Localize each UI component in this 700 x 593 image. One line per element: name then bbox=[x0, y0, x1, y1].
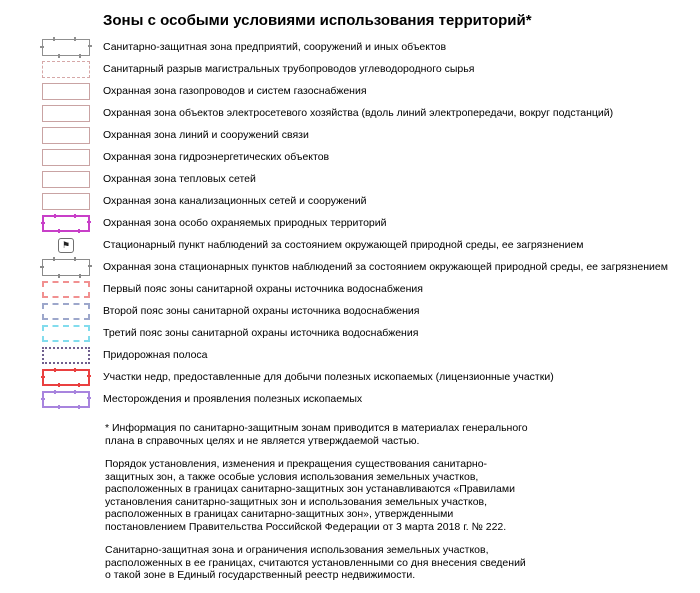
legend-swatch-cell bbox=[42, 303, 90, 320]
boundary-tick-mark bbox=[58, 274, 60, 278]
zone-boundary-swatch bbox=[42, 39, 90, 56]
boundary-tick-mark bbox=[41, 222, 45, 224]
boundary-tick-mark bbox=[54, 390, 56, 394]
legend-swatch-cell bbox=[42, 105, 90, 122]
legend-row bbox=[0, 366, 700, 388]
legend-swatch-cell bbox=[42, 149, 90, 166]
legend-item-label: Охранная зона линий и сооружений связи bbox=[103, 129, 309, 141]
legend-swatch-cell bbox=[42, 39, 90, 56]
legend-item-label: Охранная зона гидроэнергетических объектов bbox=[103, 151, 330, 163]
zone-boundary-swatch bbox=[42, 391, 90, 408]
boundary-tick-mark bbox=[78, 405, 80, 409]
flag-icon: ⚑ bbox=[58, 238, 74, 253]
footnote-paragraph: Порядок установления, изменения и прекращения существования санитарно-защитных зон, а также особые условия использования земельных участков, расположенных в границах санитарно-защитных зон устанавливаются «Правилами установления санитарно-защитных зон и использования земельных участков, расположенных в границах санитарно-защитных зон», утвержденными постановлением Правительства Российской Федерации от 3 марта 2018 г. № 222. bbox=[105, 458, 515, 533]
boundary-tick-mark bbox=[87, 375, 91, 377]
zone-boundary-swatch bbox=[42, 325, 90, 342]
legend-swatch-cell bbox=[42, 391, 90, 408]
legend-swatch-cell bbox=[42, 369, 90, 386]
legend-row bbox=[0, 300, 700, 322]
legend-item-label: Участки недр, предоставленные для добычи полезных ископаемых (лицензионные участки) bbox=[103, 371, 554, 383]
boundary-tick-mark bbox=[74, 214, 76, 218]
legend-row bbox=[0, 256, 700, 278]
boundary-tick-mark bbox=[58, 54, 60, 58]
boundary-tick-mark bbox=[41, 376, 45, 378]
legend-item-label: Охранная зона особо охраняемых природных территорий bbox=[103, 217, 387, 229]
legend-row bbox=[0, 344, 700, 366]
legend-row bbox=[0, 146, 700, 168]
legend-row bbox=[0, 234, 700, 256]
boundary-tick-mark bbox=[74, 37, 76, 41]
zone-boundary-swatch bbox=[42, 171, 90, 188]
legend-rows bbox=[0, 36, 700, 410]
zone-boundary-swatch bbox=[42, 215, 90, 232]
boundary-tick-mark bbox=[74, 390, 76, 394]
boundary-tick-mark bbox=[53, 257, 55, 261]
zone-boundary-swatch bbox=[42, 193, 90, 210]
zone-boundary-swatch bbox=[42, 149, 90, 166]
boundary-tick-mark bbox=[53, 37, 55, 41]
footnotes-block bbox=[105, 422, 529, 593]
boundary-tick-mark bbox=[54, 368, 56, 372]
zone-boundary-swatch bbox=[42, 83, 90, 100]
boundary-tick-mark bbox=[40, 46, 44, 48]
boundary-tick-mark bbox=[58, 383, 60, 387]
legend-item-label: Санитарный разрыв магистральных трубопроводов углеводородного сырья bbox=[103, 63, 475, 75]
legend-swatch-cell bbox=[42, 281, 90, 298]
zone-boundary-swatch bbox=[42, 127, 90, 144]
zone-boundary-swatch bbox=[42, 259, 90, 276]
legend-title: Зоны с особыми условиями использования территорий* bbox=[103, 12, 532, 29]
boundary-tick-mark bbox=[87, 221, 91, 223]
legend-item-label: Охранная зона объектов электросетевого хозяйства (вдоль линий электропередачи, вокруг подстанций) bbox=[103, 107, 614, 119]
boundary-tick-mark bbox=[87, 397, 91, 399]
legend-swatch-cell bbox=[42, 215, 90, 232]
boundary-tick-mark bbox=[78, 229, 80, 233]
boundary-tick-mark bbox=[79, 274, 81, 278]
legend-item-label: Охранная зона стационарных пунктов наблюдений за состоянием окружающей природной среды, ее загрязнением bbox=[103, 261, 668, 273]
boundary-tick-mark bbox=[88, 265, 92, 267]
legend-swatch-cell bbox=[42, 325, 90, 342]
boundary-tick-mark bbox=[78, 383, 80, 387]
legend-row bbox=[0, 388, 700, 410]
boundary-tick-mark bbox=[79, 54, 81, 58]
legend-row bbox=[0, 168, 700, 190]
legend-swatch-cell bbox=[42, 237, 90, 254]
legend-row bbox=[0, 278, 700, 300]
zone-boundary-swatch bbox=[42, 281, 90, 298]
legend-swatch-cell bbox=[42, 193, 90, 210]
legend-row bbox=[0, 102, 700, 124]
footnote-paragraph: * Информация по санитарно-защитным зонам приводится в материалах генерального плана в справочных целях и не является утверждаемой частью. bbox=[105, 422, 528, 447]
legend-row bbox=[0, 212, 700, 234]
zone-boundary-swatch bbox=[42, 303, 90, 320]
boundary-tick-mark bbox=[41, 398, 45, 400]
legend-row bbox=[0, 322, 700, 344]
legend-item-label: Месторождения и проявления полезных ископаемых bbox=[103, 393, 363, 405]
boundary-tick-mark bbox=[88, 45, 92, 47]
legend-item-label: Второй пояс зоны санитарной охраны источника водоснабжения bbox=[103, 305, 420, 317]
boundary-tick-mark bbox=[74, 257, 76, 261]
zone-boundary-swatch bbox=[42, 105, 90, 122]
legend-item-label: Первый пояс зоны санитарной охраны источника водоснабжения bbox=[103, 283, 423, 295]
zone-boundary-swatch bbox=[42, 347, 90, 364]
legend-row bbox=[0, 36, 700, 58]
legend-row bbox=[0, 58, 700, 80]
zone-boundary-swatch bbox=[42, 61, 90, 78]
legend-item-label: Охранная зона газопроводов и систем газоснабжения bbox=[103, 85, 367, 97]
boundary-tick-mark bbox=[74, 368, 76, 372]
legend-swatch-cell bbox=[42, 347, 90, 364]
legend-swatch-cell bbox=[42, 259, 90, 276]
legend-row bbox=[0, 124, 700, 146]
zone-boundary-swatch bbox=[42, 369, 90, 386]
legend-item-label: Третий пояс зоны санитарной охраны источника водоснабжения bbox=[103, 327, 419, 339]
boundary-tick-mark bbox=[40, 266, 44, 268]
legend-swatch-cell bbox=[42, 83, 90, 100]
legend-item-label: Охранная зона тепловых сетей bbox=[103, 173, 256, 185]
legend-swatch-cell bbox=[42, 127, 90, 144]
footnote-paragraph: Санитарно-защитная зона и ограничения использования земельных участков, расположенных в ее границах, считаются установленными со дня внесения сведений о такой зоне в Единый государственный реестр недвижимости. bbox=[105, 544, 526, 581]
legend-swatch-cell bbox=[42, 171, 90, 188]
legend-item-label: Санитарно-защитная зона предприятий, сооружений и иных объектов bbox=[103, 41, 447, 53]
legend-item-label: Стационарный пункт наблюдений за состоянием окружающей природной среды, ее загрязнением bbox=[103, 239, 584, 251]
boundary-tick-mark bbox=[58, 405, 60, 409]
legend-row bbox=[0, 80, 700, 102]
legend-item-label: Придорожная полоса bbox=[103, 349, 208, 361]
legend-item-label: Охранная зона канализационных сетей и сооружений bbox=[103, 195, 367, 207]
boundary-tick-mark bbox=[54, 214, 56, 218]
boundary-tick-mark bbox=[58, 229, 60, 233]
legend-row bbox=[0, 190, 700, 212]
legend-swatch-cell bbox=[42, 61, 90, 78]
